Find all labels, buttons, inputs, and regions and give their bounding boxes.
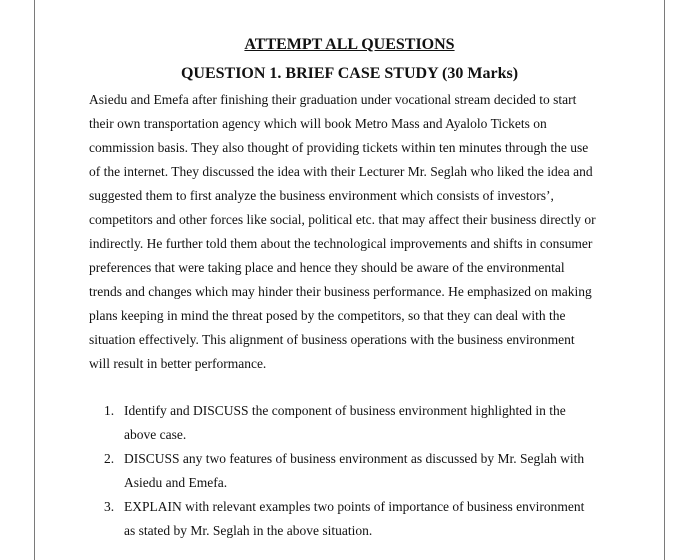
document-page bbox=[34, 0, 665, 560]
question-text: as stated by Mr. Seglah in the above situation. bbox=[124, 523, 373, 538]
question-text: above case. bbox=[124, 427, 187, 442]
question-text: Identify and DISCUSS the component of business environment highlighted in the bbox=[124, 403, 566, 418]
question-text: EXPLAIN with relevant examples two points of importance of business environment bbox=[124, 499, 585, 514]
page-title: ATTEMPT ALL QUESTIONS bbox=[244, 36, 455, 53]
case-line: of the internet. They discussed the idea with their Lecturer Mr. Seglah who liked the idea and bbox=[89, 164, 593, 179]
case-line: indirectly. He further told them about the technological improvements and shifts in consumer bbox=[89, 236, 593, 251]
case-line: competitors and other forces like social, political etc. that may affect their business directly or bbox=[89, 212, 596, 227]
case-line: commission basis. They also thought of providing tickets within ten minutes through the use bbox=[89, 140, 589, 155]
question-text: Asiedu and Emefa. bbox=[124, 475, 228, 490]
case-line: situation effectively. This alignment of business operations with the business environment bbox=[89, 332, 575, 347]
question-number: 3. bbox=[104, 499, 115, 514]
case-line: Asiedu and Emefa after finishing their graduation under vocational stream decided to start bbox=[89, 92, 577, 107]
question-title: QUESTION 1. BRIEF CASE STUDY (30 Marks) bbox=[180, 65, 519, 82]
question-number: 2. bbox=[104, 451, 115, 466]
case-line: their own transportation agency which will book Metro Mass and Ayalolo Tickets on bbox=[89, 116, 547, 131]
case-line: preferences that were taking place and hence they should be aware of the environmental bbox=[89, 260, 565, 275]
case-line: suggested them to first analyze the business environment which consists of investors’, bbox=[89, 188, 554, 203]
case-line: plans keeping in mind the threat posed by the competitors, so that they can deal with the bbox=[89, 308, 566, 323]
case-line: will result in better performance. bbox=[89, 356, 267, 371]
question-number: 1. bbox=[104, 403, 115, 418]
case-line: trends and changes which may hinder their business performance. He emphasized on making bbox=[89, 284, 592, 299]
question-text: DISCUSS any two features of business environment as discussed by Mr. Seglah with bbox=[124, 451, 585, 466]
